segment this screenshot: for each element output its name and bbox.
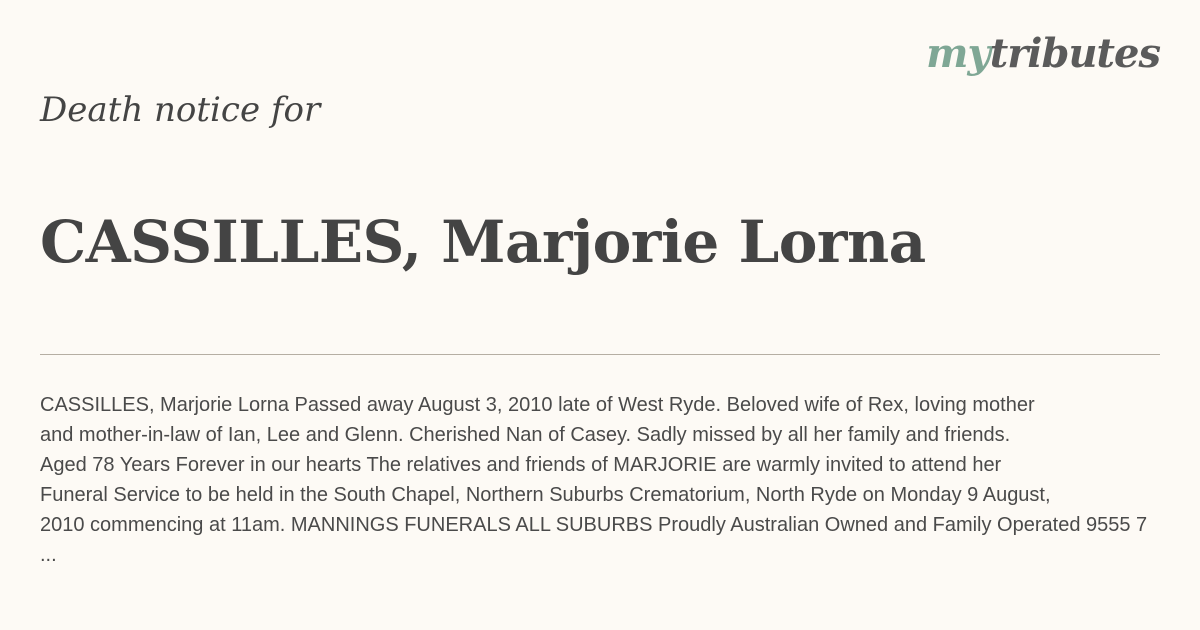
mytributes-logo [926,30,1160,77]
notice-text: CASSILLES, Marjorie Lorna Passed away August 3, 2010 late of West Ryde. Beloved wife of Rex, loving mother and mother-in-law of Ian, Lee and Glenn. Cherished Nan of Casey. Sadly missed by all her family and friends. Aged 78 Years Forever in our hearts The relatives and friends of MARJORIE are warmly invited to attend her Funeral Service to be held in the South Chapel, Northern Suburbs Crematorium, North Ryde on Monday 9 August, 2010 commencing at 11am. MANNINGS FUNERALS ALL SUBURBS Proudly Australian Owned and Family Operated 9555 7 ... [40,394,1148,566]
notice-subtitle: Death notice for [40,90,321,130]
logo-tributes-text: tributes [989,30,1160,77]
logo-my-text: my [926,30,990,77]
divider [40,354,1160,355]
deceased-name: CASSILLES, Marjorie Lorna [40,208,926,276]
